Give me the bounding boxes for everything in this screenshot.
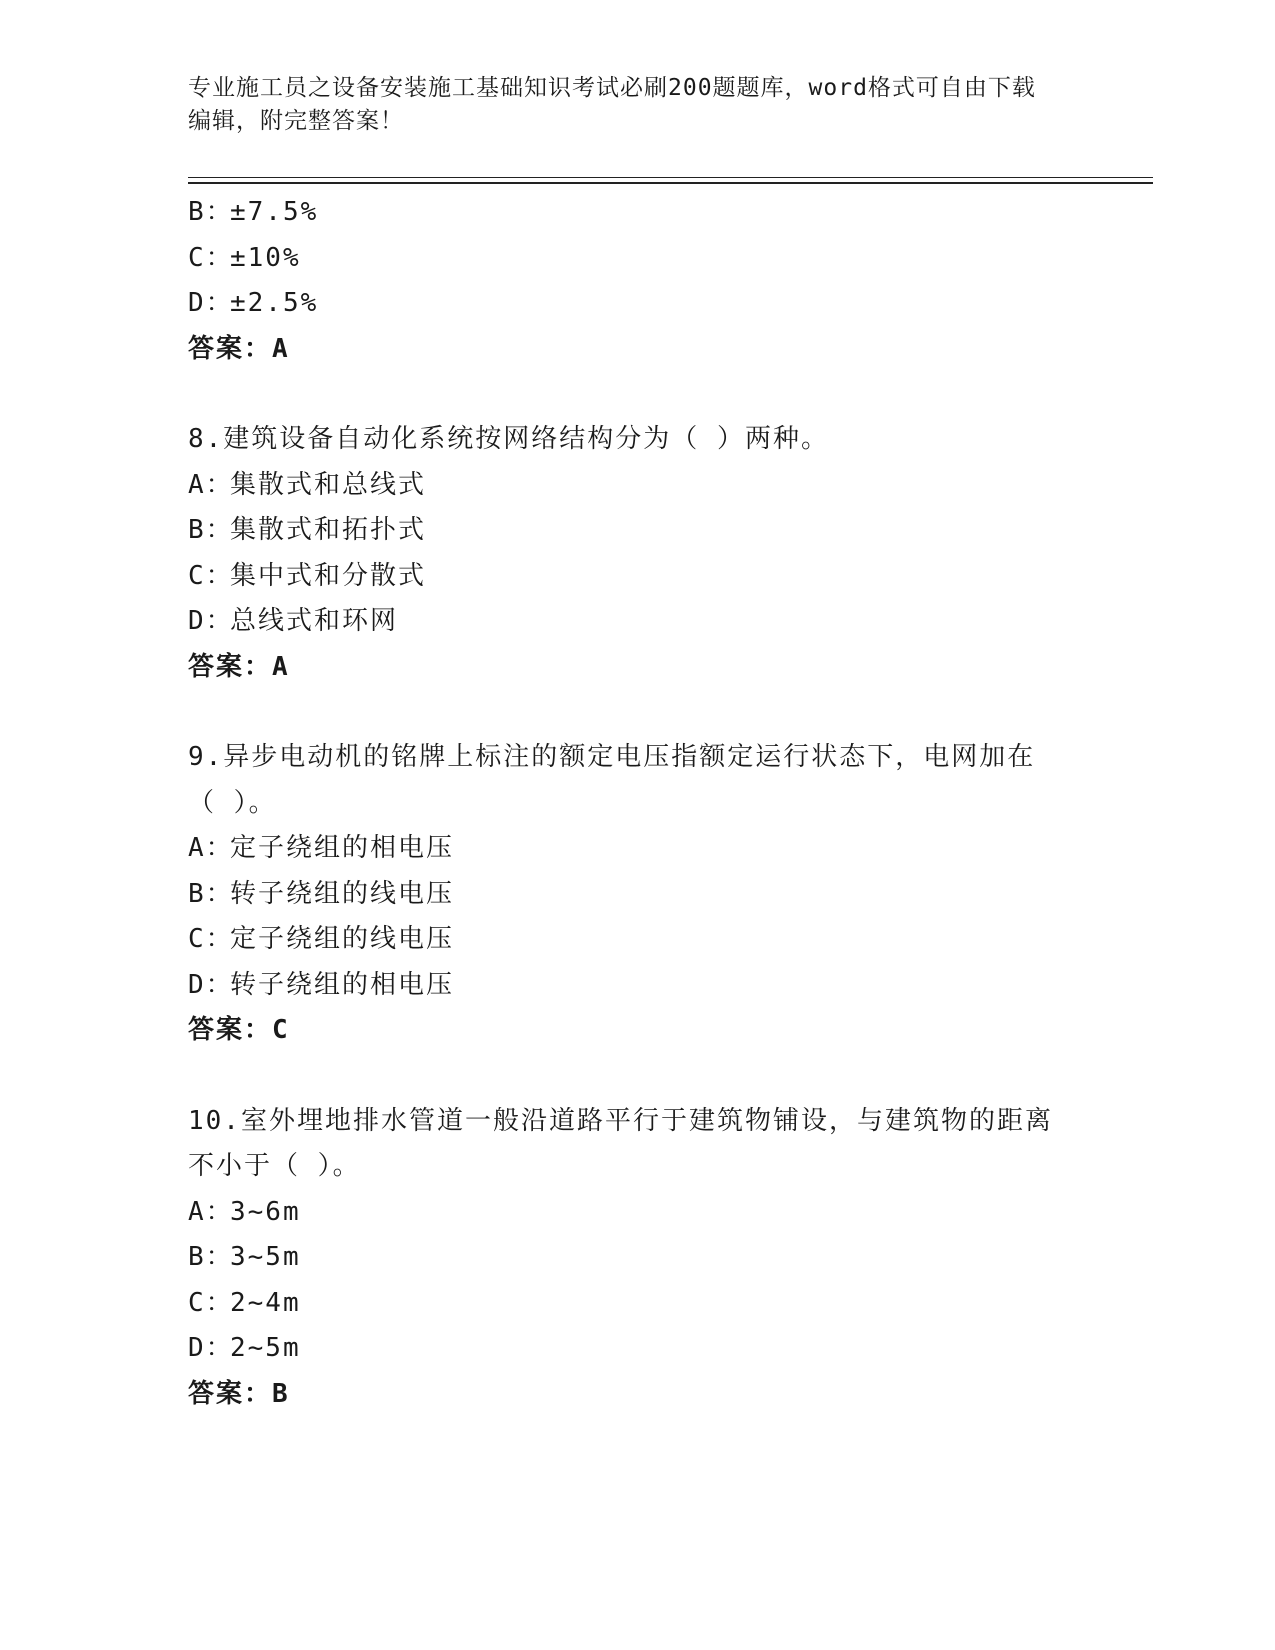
option-key: C： [188, 1287, 234, 1318]
option-key: C： [188, 242, 234, 273]
header-divider-thin [188, 177, 1153, 178]
option-a [188, 826, 1088, 872]
option-c [188, 917, 1088, 963]
option-text: 总线式和环网 [230, 606, 399, 636]
answer-line: 答案：B [188, 1378, 290, 1409]
option-key: D： [188, 1333, 234, 1363]
option-c [188, 1281, 1088, 1327]
option-a [188, 1190, 1088, 1236]
option-b [188, 508, 1088, 554]
header-line-2: 编辑，附完整答案！ [188, 108, 404, 134]
option-key: B： [188, 1242, 234, 1272]
option-a [188, 463, 1088, 509]
option-d [188, 599, 1088, 645]
option-text: ±2.5% [230, 288, 319, 318]
question-list [188, 190, 1088, 1417]
option-text: 转子绕组的相电压 [230, 969, 455, 1000]
option-text: 2~5m [230, 1333, 301, 1363]
option-b [188, 1235, 1088, 1281]
option-text: 3~6m [230, 1196, 301, 1227]
option-text: 定子绕组的线电压 [230, 924, 455, 954]
option-text: 3~5m [230, 1242, 301, 1272]
question-stem: 10.室外埋地排水管道一般沿道路平行于建筑物铺设，与建筑物的距离 [188, 1105, 1053, 1136]
option-key: C： [188, 924, 234, 954]
option-d [188, 281, 1088, 327]
option-key: B： [188, 515, 234, 545]
option-text: 集散式和拓扑式 [230, 515, 427, 545]
option-c [188, 236, 1088, 282]
question-stem-cont: 不小于（ ）。 [188, 1151, 361, 1181]
option-key: D： [188, 606, 234, 636]
answer-line: 答案：A [188, 333, 290, 364]
question-stem-cont: （ ）。 [188, 787, 277, 818]
option-key: D： [188, 288, 234, 318]
option-key: B： [188, 197, 234, 227]
option-key: A： [188, 833, 234, 863]
question-block-9 [188, 735, 1088, 1054]
option-text: ±7.5% [230, 197, 319, 227]
option-c [188, 554, 1088, 600]
option-key: C： [188, 560, 234, 591]
question-stem: 8.建筑设备自动化系统按网络结构分为（ ）两种。 [188, 424, 829, 454]
answer-line: 答案：C [188, 1015, 290, 1045]
option-d [188, 963, 1088, 1009]
option-key: B： [188, 878, 234, 909]
option-key: A： [188, 469, 234, 500]
option-b [188, 872, 1088, 918]
option-text: 转子绕组的线电压 [230, 878, 455, 909]
option-key: D： [188, 969, 234, 1000]
option-text: ±10% [230, 242, 301, 273]
header-line-1: 专业施工员之设备安装施工基础知识考试必刷200题题库，word格式可自由下载 [188, 75, 1036, 101]
question-block-8 [188, 417, 1088, 690]
question-block-10 [188, 1099, 1088, 1418]
option-key: A： [188, 1196, 234, 1227]
option-text: 集中式和分散式 [230, 560, 427, 591]
header-divider-thick [188, 182, 1153, 184]
option-text: 2~4m [230, 1287, 301, 1318]
option-text: 定子绕组的相电压 [230, 833, 455, 863]
option-text: 集散式和总线式 [230, 469, 427, 500]
question-block-prev [188, 190, 1088, 372]
option-b [188, 190, 1088, 236]
question-stem: 9.异步电动机的铭牌上标注的额定电压指额定运行状态下，电网加在 [188, 742, 1036, 772]
answer-line: 答案：A [188, 651, 290, 682]
option-d [188, 1326, 1088, 1372]
document-header [188, 72, 1088, 138]
